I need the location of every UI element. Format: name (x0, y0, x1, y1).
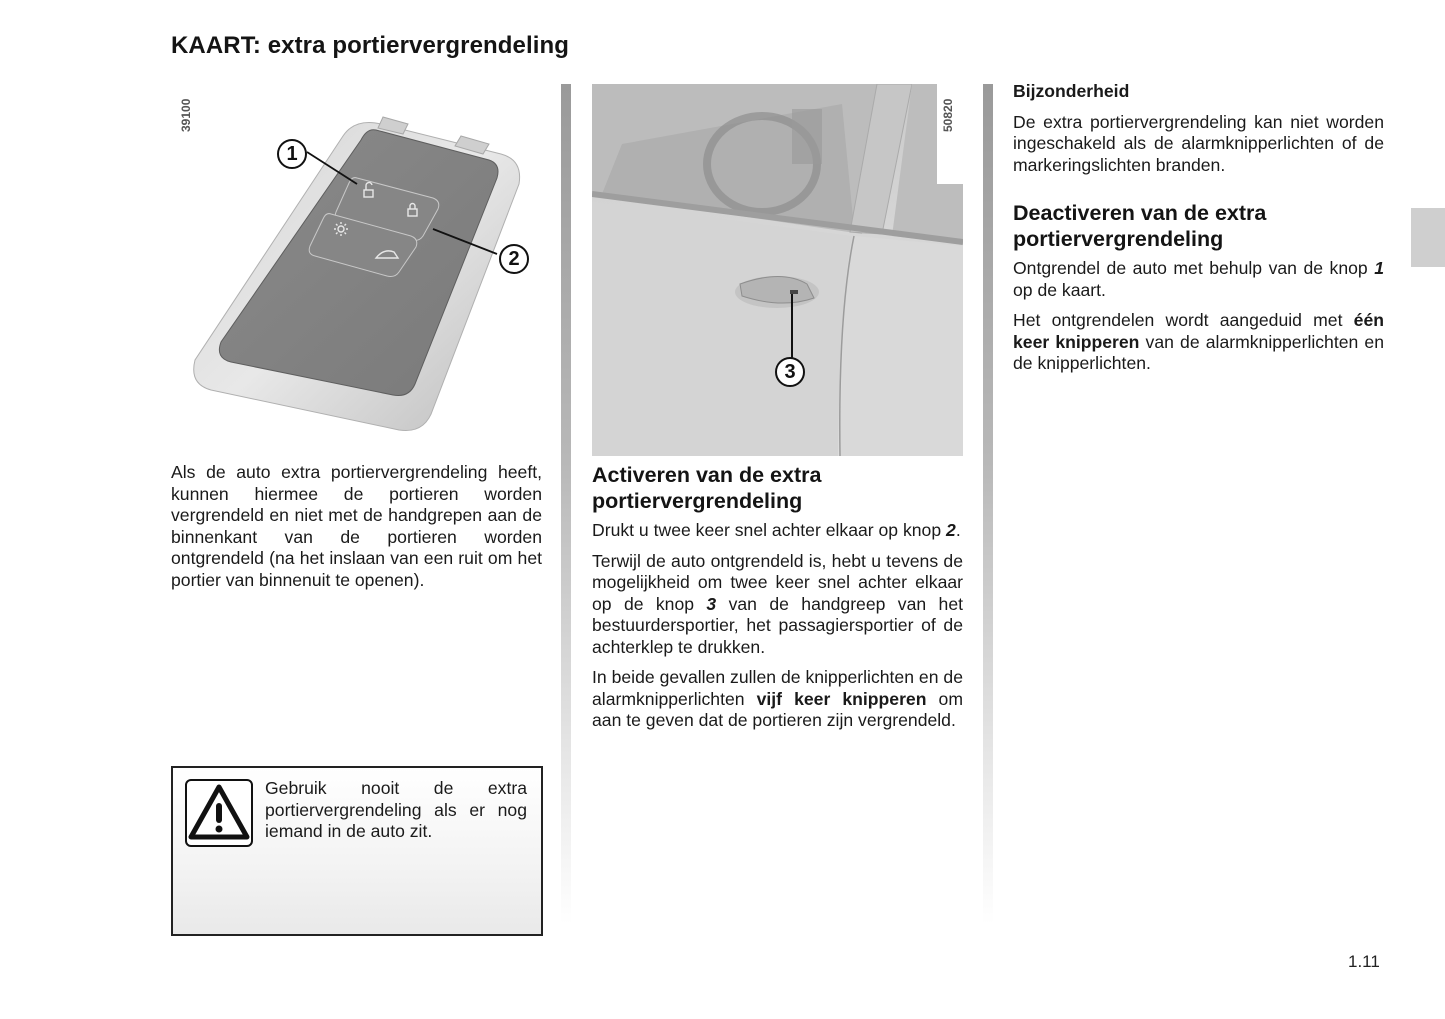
text: Drukt u twee keer snel achter elkaar op knop (592, 520, 947, 540)
text: van de handgreep van het bestuurdersportier, het passagiersportier of de achterklep te drukken. (592, 593, 963, 657)
column-3 (1013, 81, 1384, 384)
section-heading-activate: Activeren van de extra portiervergrendeling (592, 463, 822, 513)
car-door-illustration (592, 84, 963, 456)
key-card-illustration (171, 84, 543, 454)
warning-triangle-icon (185, 779, 253, 847)
page-title: KAART: extra portiervergrendeling (171, 32, 570, 59)
paragraph (1013, 258, 1384, 301)
warning-box (171, 766, 543, 936)
figure-key-card (171, 84, 543, 454)
chapter-tab (1411, 208, 1445, 267)
text: van de alarmknipperlichten en de knipperlichten. (1013, 331, 1384, 373)
column-2 (592, 462, 963, 741)
button-reference: 1 (1374, 258, 1384, 278)
text: op de kaart. (1013, 279, 1106, 300)
emphasis: één keer knipperen (1013, 310, 1384, 352)
figure-code: 39100 (179, 98, 193, 132)
text: In beide gevallen zullen de knipperlichten en de alarmknipperlichten (592, 667, 963, 709)
text: Terwijl de auto ontgrendeld is, hebt u tevens de mogelijkheid om twee keer snel achter elkaar op de knop (592, 550, 963, 614)
text: . (955, 520, 961, 540)
paragraph (1013, 310, 1384, 375)
text: Ontgrendel de auto met behulp van de knop (1013, 258, 1375, 278)
figure-code: 50820 (941, 98, 955, 132)
button-reference: 2 (946, 520, 956, 540)
page-number: 1.11 (1348, 952, 1380, 971)
paragraph: De extra portiervergrendeling kan niet worden ingeschakeld als de alarmknipperlichten of de markeringslichten branden. (1013, 111, 1384, 175)
warning-text: Gebruik nooit de extra portiervergrendeling als er nog iemand in de auto zit. (265, 778, 527, 841)
intro-paragraph: Als de auto extra portiervergrendeling heeft, kunnen hiermee de portieren worden vergrendeld en niet met de handgrepen aan de binnenkant van de portieren worden ontgrendeld (na het inslaan van een ruit om het portier van binnenuit te openen). (171, 462, 542, 590)
section-heading-deactivate: Deactiveren van de extra portiervergrendeling (1013, 201, 1267, 251)
callout-1: 1 (277, 139, 307, 169)
column-divider (983, 84, 993, 924)
figure-door-handle (592, 84, 963, 456)
callout-2: 2 (499, 244, 529, 274)
paragraph (592, 551, 963, 659)
column-1 (171, 462, 542, 600)
paragraph (592, 667, 963, 732)
column-divider (561, 84, 571, 924)
emphasis: vijf keer knipperen (756, 688, 927, 709)
text: om aan te geven dat de portieren zijn vergrendeld. (592, 688, 963, 730)
text: Het ontgrendelen wordt aangeduid met (1013, 310, 1354, 330)
subheading-special: Bijzonderheid (1013, 81, 1130, 101)
paragraph (592, 520, 963, 542)
callout-3: 3 (775, 357, 805, 387)
button-reference: 3 (706, 593, 717, 614)
